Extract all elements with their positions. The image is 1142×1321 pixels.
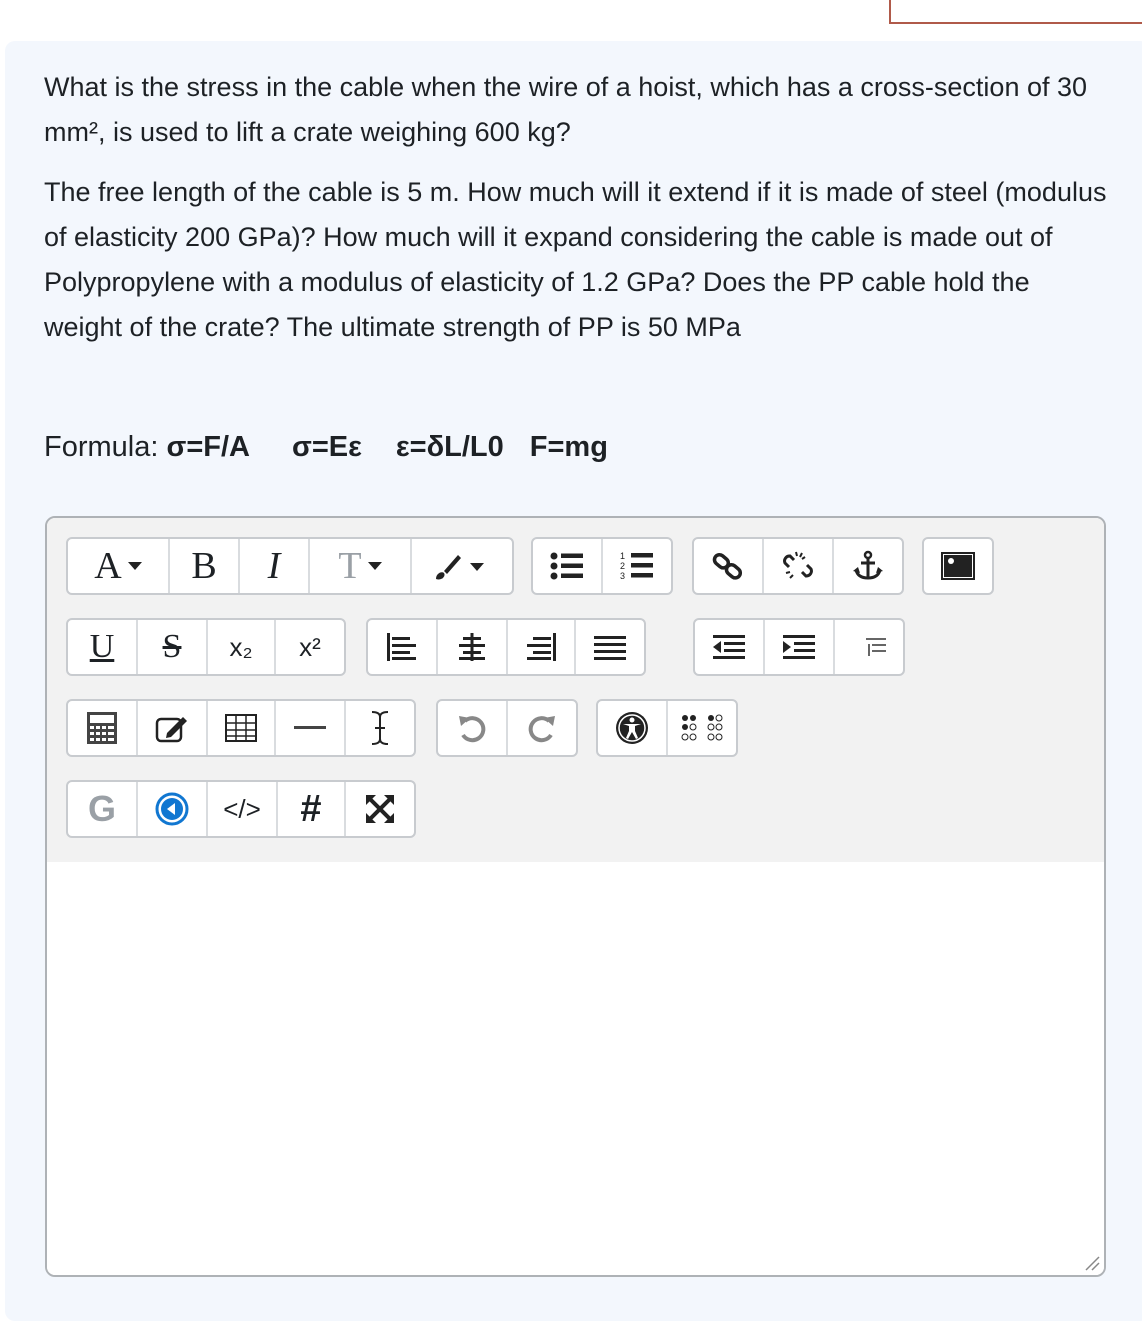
- formula-label: Formula:: [44, 431, 167, 463]
- justify-button[interactable]: [576, 620, 644, 674]
- accessibility-icon: [615, 711, 649, 745]
- underline-button[interactable]: [68, 620, 138, 674]
- google-button[interactable]: [68, 782, 138, 836]
- toolbar-group-media: [922, 537, 994, 595]
- formula-line: [44, 425, 608, 469]
- anchor-icon: [852, 550, 884, 582]
- undo-icon: [457, 713, 487, 743]
- superscript-button[interactable]: [276, 620, 344, 674]
- link-button[interactable]: [694, 539, 764, 593]
- toolbar-group-links: [692, 537, 904, 595]
- braille-button[interactable]: [668, 701, 736, 755]
- strikethrough-button[interactable]: [138, 620, 208, 674]
- toolbar-group-insert: [66, 699, 416, 757]
- redo-button[interactable]: [508, 701, 576, 755]
- question-paragraph-1: What is the stress in the cable when the wire of a hoist, which has a cross-section of 30 mm², is used to lift a crate weighing 600 kg?: [44, 72, 1088, 147]
- font-color-button[interactable]: [68, 539, 170, 593]
- svg-text:3: 3: [620, 571, 626, 581]
- bullet-list-icon: [550, 551, 584, 581]
- unlink-icon: [782, 550, 814, 582]
- redo-icon: [527, 713, 557, 743]
- image-icon: [941, 552, 975, 580]
- italic-icon: I: [267, 545, 281, 587]
- formula-stress: σ=F/A: [166, 431, 250, 463]
- toolbar-group-accessibility: [596, 699, 738, 757]
- answer-editor: [45, 516, 1106, 1277]
- horizontal-rule-button[interactable]: [276, 701, 346, 755]
- question-paragraph-2: The free length of the cable is 5 m. How much will it extend if it is made of steel (modulus of elasticity 200 GPa)? How much will it expand considering the cable is made out of Polypropylene with a modulus of elasticity of 1.2 GPa? Does the PP cable hold the weight of the crate? The ultimate strength of PP is 50 MPa: [44, 177, 1107, 342]
- font-style-icon: T: [338, 545, 362, 587]
- svg-text:2: 2: [620, 561, 626, 571]
- html-button[interactable]: [208, 782, 278, 836]
- edit-icon: [155, 713, 189, 743]
- text-cursor-icon: [369, 710, 391, 746]
- resize-handle-icon[interactable]: [1082, 1253, 1100, 1271]
- hash-button[interactable]: [278, 782, 346, 836]
- formula-strain: ε=δL/L0: [395, 431, 504, 463]
- font-style-button[interactable]: [310, 539, 412, 593]
- underline-icon: U: [89, 628, 115, 665]
- table-button[interactable]: [208, 701, 276, 755]
- toolbar-group-align: [366, 618, 646, 676]
- link-icon: [712, 550, 744, 582]
- fullscreen-icon: [365, 794, 395, 824]
- font-color-icon: A: [94, 545, 122, 587]
- outdent-button[interactable]: [695, 620, 765, 674]
- bullet-list-button[interactable]: [533, 539, 603, 593]
- formula-hooke: σ=Eε: [291, 431, 362, 463]
- record-button[interactable]: [138, 782, 208, 836]
- toolbar-group-format: [66, 618, 346, 676]
- equation-button[interactable]: [68, 701, 138, 755]
- record-icon: [155, 792, 189, 826]
- svg-text:1: 1: [620, 551, 626, 561]
- toolbar-group-lists: [531, 537, 673, 595]
- align-right-button[interactable]: [508, 620, 576, 674]
- editor-toolbar: [47, 518, 1104, 864]
- html-icon: </>: [223, 793, 261, 824]
- align-right-icon: [525, 633, 557, 661]
- align-left-icon: [386, 633, 418, 661]
- toolbar-group-text: [66, 537, 514, 595]
- toolbar-group-misc: [66, 780, 416, 838]
- align-left-button[interactable]: [368, 620, 438, 674]
- paint-brush-button[interactable]: [412, 539, 512, 593]
- horizontal-rule-icon: [293, 724, 327, 732]
- align-center-button[interactable]: [438, 620, 508, 674]
- image-button[interactable]: [924, 539, 992, 593]
- rtl-button[interactable]: [835, 620, 903, 674]
- question-text: [44, 65, 1114, 365]
- rtl-icon: [852, 637, 886, 657]
- subscript-button[interactable]: [208, 620, 276, 674]
- braille-icon: [681, 714, 723, 742]
- align-center-icon: [456, 633, 488, 661]
- fullscreen-button[interactable]: [346, 782, 414, 836]
- text-cursor-button[interactable]: [346, 701, 414, 755]
- undo-button[interactable]: [438, 701, 508, 755]
- superscript-icon: x²: [299, 631, 321, 662]
- justify-icon: [593, 633, 627, 661]
- edit-button[interactable]: [138, 701, 208, 755]
- outdent-icon: [712, 634, 746, 660]
- formula-force: F=mg: [529, 431, 608, 463]
- indent-icon: [782, 634, 816, 660]
- strikethrough-icon: S: [162, 628, 182, 665]
- equation-icon: [86, 711, 118, 745]
- bold-icon: B: [191, 545, 217, 587]
- italic-button[interactable]: [240, 539, 310, 593]
- unlink-button[interactable]: [764, 539, 834, 593]
- accessibility-button[interactable]: [598, 701, 668, 755]
- google-icon: G: [87, 788, 116, 829]
- bold-button[interactable]: [170, 539, 240, 593]
- table-icon: [225, 714, 257, 742]
- toolbar-group-history: [436, 699, 578, 757]
- subscript-icon: x₂: [229, 631, 253, 662]
- numbered-list-icon: [620, 550, 654, 582]
- anchor-button[interactable]: [834, 539, 902, 593]
- editor-content-area[interactable]: [47, 862, 1104, 1277]
- hash-icon: #: [300, 787, 322, 830]
- toolbar-group-indent: [693, 618, 905, 676]
- indent-button[interactable]: [765, 620, 835, 674]
- numbered-list-button[interactable]: [603, 539, 671, 593]
- time-left-box: [889, 0, 1142, 24]
- paint-brush-icon: [432, 549, 492, 583]
